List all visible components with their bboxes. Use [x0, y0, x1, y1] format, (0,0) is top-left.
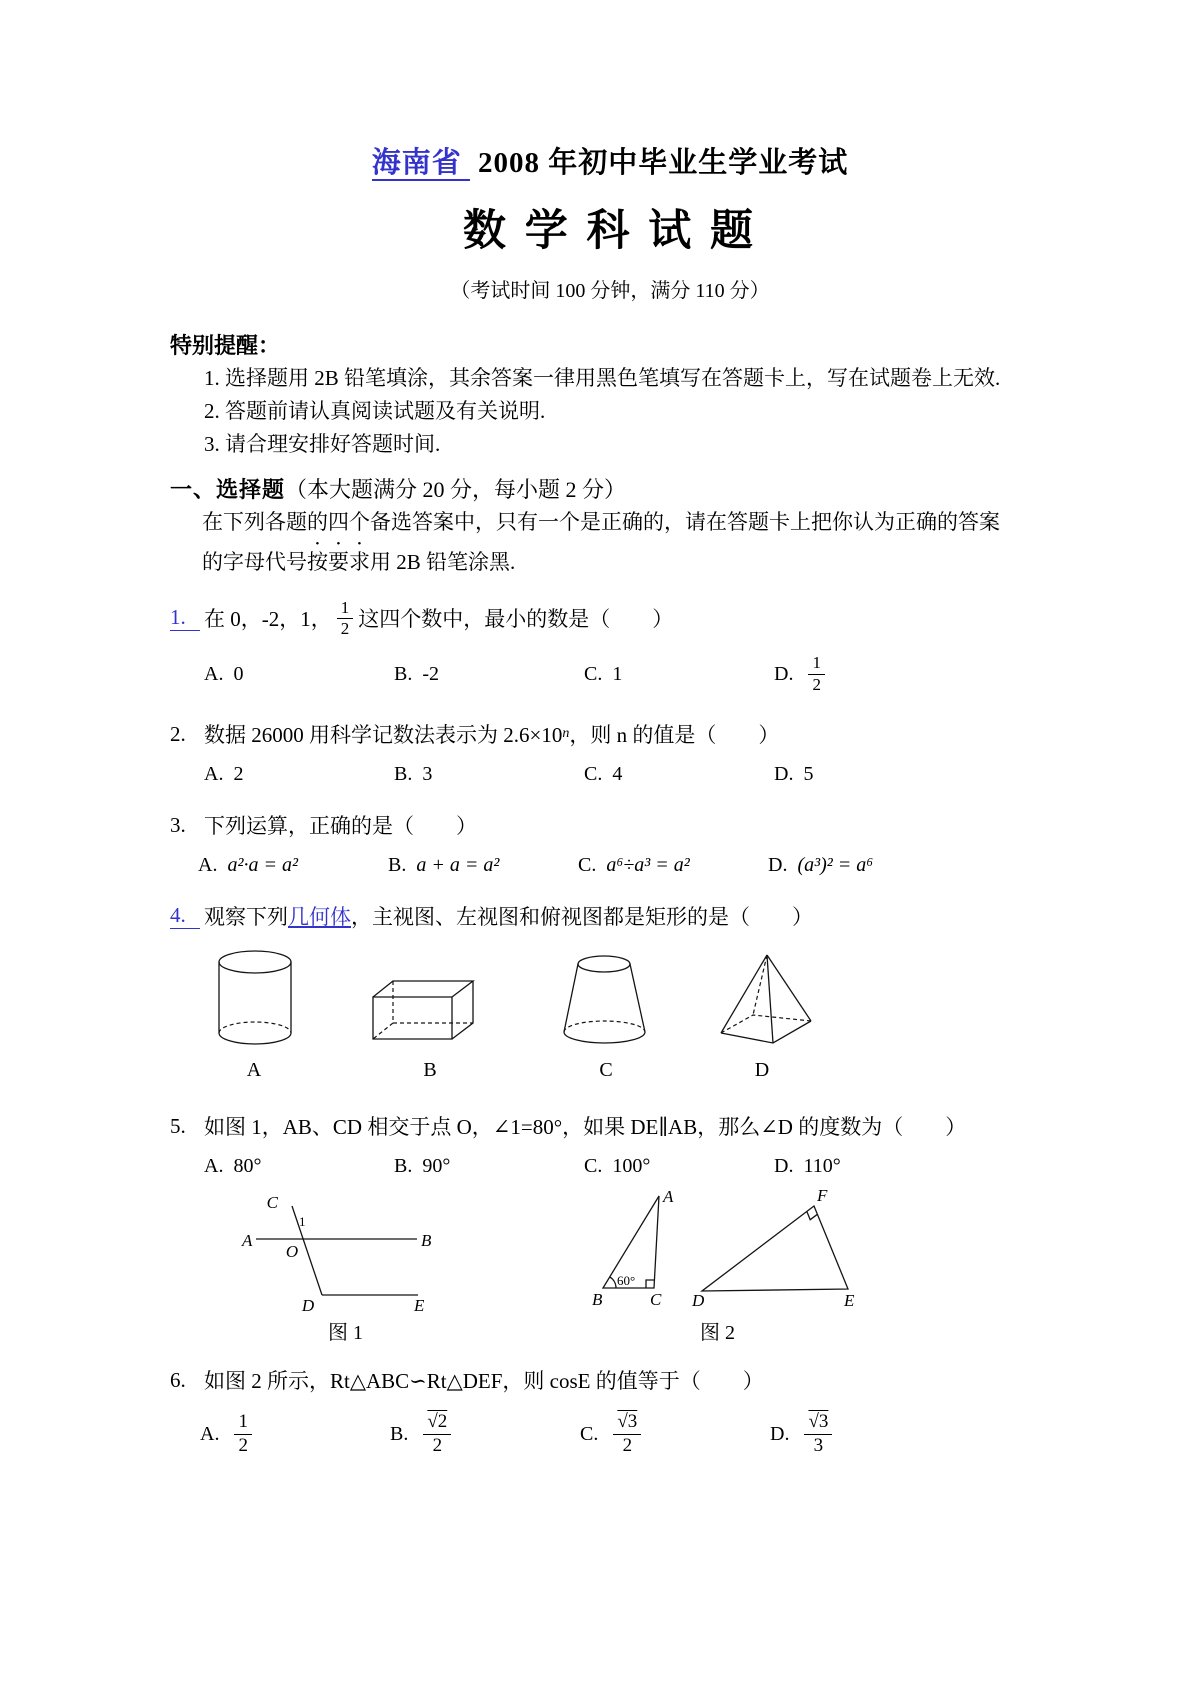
main-title: 数 学 科 试 题 — [463, 208, 757, 255]
question-4-number-link[interactable]: 4. — [170, 903, 200, 929]
section-heading-bold: 一、选择题 — [170, 476, 286, 502]
shape-label-d: D — [754, 1059, 770, 1082]
intro-line-1: 在下列各题的四个备选答案中，只有一个是正确的，请在答题卡上把你认为正确的答案 — [202, 509, 1000, 534]
question-5-number: 5. — [170, 1113, 186, 1138]
question-2-options — [204, 763, 1050, 786]
pyramid-figure — [715, 951, 817, 1052]
fig1-label-c: C — [266, 1193, 278, 1213]
fig1-label-e: E — [414, 1296, 425, 1316]
fig1-label-a: A — [242, 1231, 253, 1251]
q6-fraction-b: $\frac{√2}{2}$ — [423, 1411, 451, 1458]
cuboid-svg — [370, 975, 490, 1045]
fig2-label-c: C — [650, 1290, 662, 1310]
notice-item-2: 2. 答题前请认真阅读试题及有关说明. — [204, 398, 546, 423]
figure-2-caption: 图 2 — [700, 1322, 735, 1345]
q2-option-c: C. 4 — [584, 763, 623, 786]
q1-option-b: B. -2 — [394, 662, 440, 685]
one-half-fraction: $\frac{1}{2}$ — [337, 598, 354, 640]
question-3-options — [198, 854, 1050, 877]
question-1-number-link[interactable]: 1. — [170, 605, 200, 631]
q2-option-a: A. 2 — [204, 763, 244, 786]
option-d-fraction: $\frac{1}{2}$ — [808, 653, 825, 695]
region-link[interactable]: 海南省 — [372, 147, 470, 181]
shape-label-a: A — [246, 1059, 262, 1082]
q5-option-c: C. 100° — [584, 1155, 651, 1178]
section-heading — [170, 473, 1050, 504]
question-6-number: 6. — [170, 1367, 186, 1392]
fig1-label-o: O — [285, 1242, 299, 1262]
q3-option-c: C. a⁶÷a³ = a² — [578, 854, 690, 877]
fig2-label-60: 60° — [617, 1273, 636, 1289]
intro-line-2-post: 用 2B 铅笔涂黑. — [370, 549, 516, 574]
doc-title — [170, 140, 1050, 181]
question-5 — [170, 1111, 1050, 1141]
notice-section — [170, 329, 1050, 459]
question-6-options — [200, 1411, 1050, 1458]
question-1-options — [204, 653, 1050, 695]
question-3-number: 3. — [170, 812, 186, 837]
fig1-label-angle1: 1 — [299, 1214, 306, 1230]
q6-fraction-d: $\frac{√3}{3}$ — [804, 1411, 832, 1458]
fig1-label-d: D — [301, 1296, 315, 1316]
exponent-n: n — [562, 726, 570, 742]
q5-option-b: B. 90° — [394, 1155, 451, 1178]
question-4 — [170, 901, 1050, 931]
question-6 — [170, 1365, 1050, 1395]
question-2 — [170, 719, 1050, 749]
question-5-options — [204, 1155, 1050, 1178]
q6-fraction-a: $\frac{1}{2}$ — [234, 1411, 252, 1458]
subtitle: （考试时间 100 分钟，满分 110 分） — [450, 280, 770, 302]
q3-option-d: D. (a³)² = a⁶ — [768, 854, 874, 877]
frustum-figure — [562, 949, 648, 1052]
intro-line-2 — [202, 538, 1050, 578]
question-2-text-pre: 数据 26000 用科学记数法表示为 2.6×10 — [204, 723, 563, 748]
cylinder-figure — [215, 949, 295, 1052]
fig2-label-d: D — [692, 1291, 705, 1311]
q5-option-a: A. 80° — [204, 1155, 262, 1178]
q2-option-d: D. 5 — [774, 763, 814, 786]
question-3 — [170, 810, 1050, 840]
notice-item-3: 3. 请合理安排好答题时间. — [204, 431, 441, 456]
question-6-text: 如图 2 所示，Rt△ABC∽Rt△DEF，则 cosE 的值等于（ ） — [204, 1369, 764, 1394]
figure-1-caption: 图 1 — [328, 1322, 363, 1345]
figure-1-intersecting-lines — [242, 1192, 442, 1316]
doc-title-rest: 2008 年初中毕业生学业考试 — [469, 147, 849, 179]
q5-option-d: D. 110° — [774, 1155, 841, 1178]
q4-solid-figures — [170, 947, 1050, 1097]
q1-option-a: A. 0 — [204, 662, 244, 685]
section-heading-rest: （本大题满分 20 分，每小题 2 分） — [285, 476, 627, 502]
question-4-text-post: ，主视图、左视图和俯视图都是矩形的是（ ） — [351, 905, 813, 930]
question-2-number: 2. — [170, 721, 186, 746]
question-4-text-pre: 观察下列 — [204, 905, 288, 930]
fig2-label-b: B — [592, 1290, 603, 1310]
fig2-label-a: A — [663, 1187, 674, 1207]
fig2-label-f: F — [817, 1186, 828, 1206]
q6-option-a: A. $\frac{1}{2}$ — [200, 1411, 390, 1458]
cuboid-figure — [370, 975, 490, 1050]
intro-line-2-pre: 的字母代号 — [202, 549, 307, 574]
q6-option-c: C. $\frac{√3}{2}$ — [580, 1411, 770, 1458]
q6-option-b: B. $\frac{√2}{2}$ — [390, 1411, 580, 1458]
q2-option-b: B. 3 — [394, 763, 433, 786]
shape-label-b: B — [423, 1059, 437, 1082]
question-5-text: 如图 1，AB、CD 相交于点 O，∠1=80°，如果 DE∥AB，那么∠D 的度数为（ ） — [204, 1115, 967, 1140]
question-2-text-post: ，则 n 的值是（ ） — [569, 723, 780, 748]
frustum-svg — [562, 949, 648, 1047]
fig2-label-e: E — [844, 1291, 855, 1311]
q3-option-a: A. a²·a = a² — [198, 854, 298, 877]
fig1-label-b: B — [421, 1231, 432, 1251]
q6-option-d: D. $\frac{√3}{3}$ — [770, 1411, 837, 1458]
cylinder-svg — [215, 949, 295, 1047]
question-3-text: 下列运算，正确的是（ ） — [204, 814, 477, 839]
question-1-text-pre: 在 0，-2，1， — [204, 607, 332, 632]
header — [170, 140, 1050, 303]
pyramid-svg — [715, 951, 817, 1047]
q1-option-c: C. 1 — [584, 662, 623, 685]
shape-label-c: C — [599, 1059, 613, 1082]
notice-heading: 特别提醒： — [170, 333, 281, 358]
q6-fraction-c: $\frac{√3}{2}$ — [613, 1411, 641, 1458]
q5-figures-row — [170, 1188, 1050, 1353]
q3-option-b: B. a + a = a² — [388, 854, 500, 877]
q1-option-d: D. $\frac{1}{2}$ — [774, 653, 830, 695]
section-intro — [202, 508, 1050, 578]
notice-item-1: 1. 选择题用 2B 铅笔填涂，其余答案一律用黑色笔填写在答题卡上，写在试题卷上无效. — [204, 366, 1001, 390]
question-1 — [170, 598, 1050, 640]
geometry-solids-link[interactable]: 几何体 — [288, 905, 351, 930]
intro-emphasized-text: 按要求 — [307, 549, 370, 574]
figure-2-triangles — [590, 1188, 875, 1310]
question-1-text-post: 这四个数中，最小的数是（ ） — [358, 607, 674, 632]
